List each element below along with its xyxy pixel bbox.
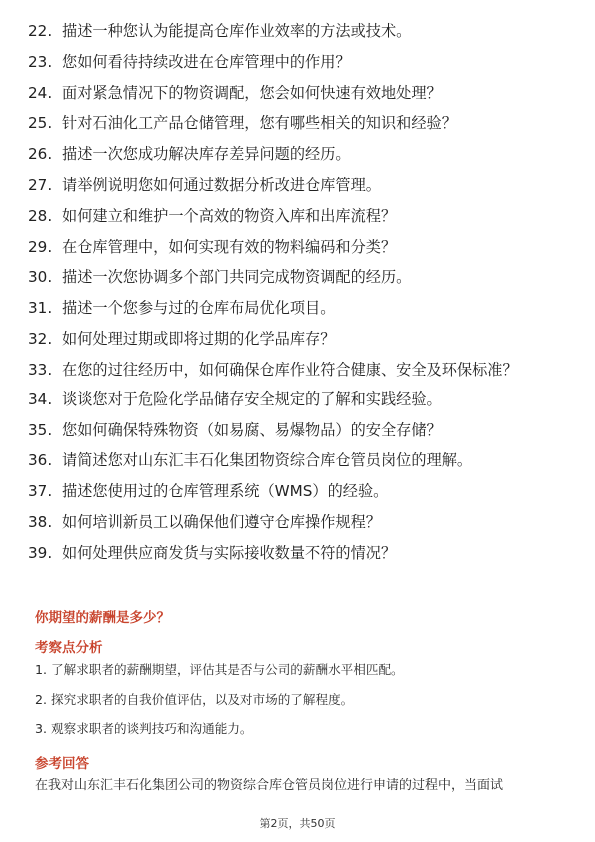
question-item (28, 330, 568, 349)
question-item (28, 114, 568, 133)
question-item (28, 544, 568, 563)
question-number: 37. (28, 482, 53, 501)
question-number: 22. (28, 22, 53, 40)
question-text: 描述一次您成功解决库存差异问题的经历。 (62, 145, 351, 164)
question-number: 24. (28, 83, 53, 102)
question-number: 31. (28, 299, 53, 318)
analysis-list (35, 662, 555, 751)
question-text: 面对紧急情况下的物资调配，您会如何快速有效地处理？ (62, 83, 442, 102)
question-text: 请举例说明您如何通过数据分析改进仓库管理。 (62, 175, 381, 194)
question-text: 针对石油化工产品仓储管理，您有哪些相关的知识和经验？ (62, 114, 457, 133)
analysis-title: 考察点分析 (35, 640, 103, 656)
question-text: 谈谈您对于危险化学品储存安全规定的了解和实践经验。 (62, 389, 442, 408)
question-text: 在您的过往经历中，如何确保仓库作业符合健康、安全及环保标准？ (62, 360, 518, 379)
question-item (28, 361, 568, 380)
question-number: 23. (28, 52, 53, 71)
question-number: 30. (28, 268, 53, 287)
question-text: 描述您使用过的仓库管理系统（WMS）的经验。 (62, 482, 389, 501)
question-item (28, 482, 568, 501)
question-number: 34. (28, 389, 53, 408)
question-text: 描述一次您协调多个部门共同完成物资调配的经历。 (62, 268, 412, 287)
analysis-item: 1. 了解求职者的薪酬期望，评估其是否与公司的薪酬水平相匹配。 (35, 662, 404, 677)
question-text: 在仓库管理中，如何实现有效的物料编码和分类？ (62, 237, 397, 256)
section-question-title: 你期望的薪酬是多少？ (35, 610, 170, 626)
question-text: 如何建立和维护一个高效的物资入库和出库流程？ (62, 206, 397, 225)
question-list (28, 22, 568, 575)
question-number: 26. (28, 145, 53, 164)
question-number: 35. (28, 420, 53, 439)
question-number: 28. (28, 206, 53, 225)
question-text: 描述一种您认为能提高仓库作业效率的方法或技术。 (62, 22, 412, 40)
analysis-item: 3. 观察求职者的谈判技巧和沟通能力。 (35, 721, 253, 736)
question-number: 38. (28, 512, 53, 531)
question-item (28, 268, 568, 287)
question-item (28, 176, 568, 195)
question-number: 29. (28, 237, 53, 256)
question-item (28, 207, 568, 226)
question-item (28, 53, 568, 72)
question-item (28, 451, 568, 470)
question-number: 33. (28, 360, 53, 379)
question-item (28, 421, 568, 440)
question-number: 39. (28, 543, 53, 562)
question-text: 如何处理过期或即将过期的化学品库存？ (62, 329, 336, 348)
question-item (28, 390, 568, 409)
question-number: 27. (28, 175, 53, 194)
question-item (28, 238, 568, 257)
question-item (28, 84, 568, 103)
answer-title: 参考回答 (35, 756, 89, 772)
question-number: 36. (28, 451, 53, 470)
question-text: 如何处理供应商发货与实际接收数量不符的情况？ (62, 543, 397, 562)
question-number: 32. (28, 329, 53, 348)
question-item (28, 145, 568, 164)
question-text: 描述一个您参与过的仓库布局优化项目。 (62, 299, 336, 318)
question-text: 请简述您对山东汇丰石化集团物资综合库仓管员岗位的理解。 (62, 451, 473, 470)
question-item (28, 513, 568, 532)
question-text: 您如何看待持续改进在仓库管理中的作用？ (62, 52, 351, 71)
analysis-item: 2. 探究求职者的自我价值评估，以及对市场的了解程度。 (35, 691, 354, 707)
answer-paragraph: 在我对山东汇丰石化集团公司的物资综合库仓管员岗位进行申请的过程中，当面试 (35, 778, 504, 793)
question-number: 25. (28, 114, 53, 133)
question-text: 如何培训新员工以确保他们遵守仓库操作规程？ (62, 512, 381, 531)
page-footer: 第2页，共50页 (259, 817, 336, 830)
question-item (28, 299, 568, 318)
question-item (28, 22, 568, 41)
question-text: 您如何确保特殊物资（如易腐、易爆物品）的安全存储？ (62, 420, 442, 439)
